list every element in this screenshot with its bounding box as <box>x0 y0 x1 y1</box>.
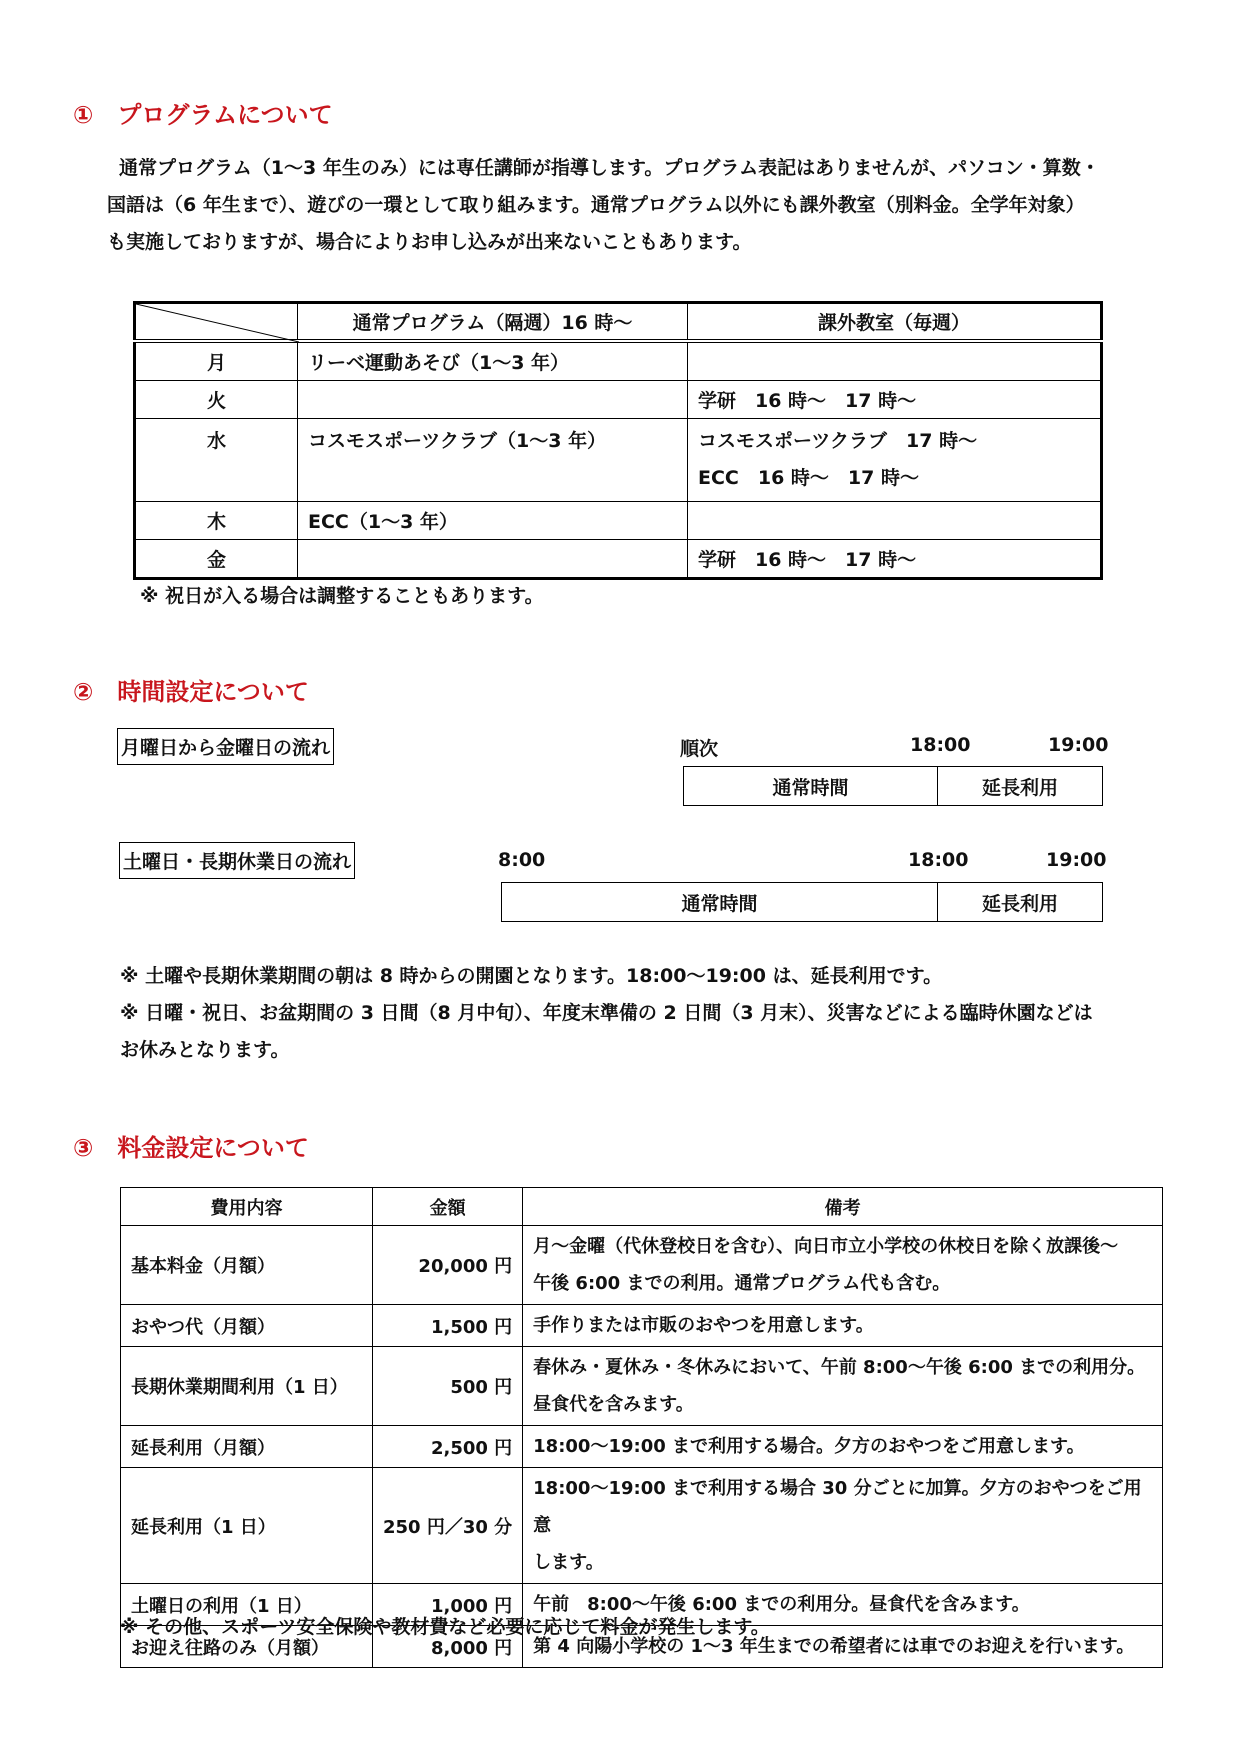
extra-cell: 学研 16 時～ 17 時～ <box>688 540 1102 579</box>
program-cell: コスモスポーツクラブ（1～3 年） <box>298 419 688 502</box>
section2-heading: ② 時間設定について <box>73 678 309 706</box>
remark-line: 春休み・夏休み・冬休みにおいて、午前 8:00～午後 6:00 までの利用分。 <box>533 1357 1146 1378</box>
table-row <box>135 540 1102 579</box>
section1-paragraph <box>107 150 1187 261</box>
table-row <box>135 502 1102 540</box>
diagonal-line <box>136 304 299 342</box>
note-line: ※ 土曜や長期休業期間の朝は 8 時からの開園となります。18:00～19:00 は、延長利用です。 <box>120 965 943 987</box>
extra-cell <box>688 419 1102 502</box>
header-item: 費用内容 <box>121 1188 373 1226</box>
table-row <box>121 1226 1163 1305</box>
fee-remark <box>523 1305 1163 1347</box>
remark-line: 月～金曜（代休登校日を含む）、向日市立小学校の休校日を除く放課後～ <box>533 1236 1119 1257</box>
weekday-flow-label: 月曜日から金曜日の流れ <box>117 728 334 765</box>
fee-amount: 20,000 円 <box>373 1226 523 1305</box>
saturday-timeline-bar <box>501 882 1103 922</box>
table-row <box>121 1426 1163 1468</box>
fee-note: ※ その他、スポーツ安全保険や教材費など必要に応じて料金が発生します。 <box>120 1616 770 1638</box>
section2-notes <box>120 958 1200 1069</box>
program-cell: ECC（1～3 年） <box>298 502 688 540</box>
saturday-time-1800: 18:00 <box>908 849 969 871</box>
program-table <box>133 301 1103 580</box>
fee-item: 土曜日の利用（1 日） <box>121 1584 373 1626</box>
fee-amount: 250 円／30 分 <box>373 1468 523 1584</box>
remark-line: します。 <box>533 1552 604 1573</box>
table-row <box>135 341 1102 381</box>
fee-amount: 8,000 円 <box>373 1626 523 1668</box>
remark-line: 18:00～19:00 まで利用する場合。夕方のおやつをご用意します。 <box>533 1436 1085 1457</box>
weekday-normal-time: 通常時間 <box>684 767 938 805</box>
weekday-time-1800: 18:00 <box>910 734 971 756</box>
table-row <box>135 381 1102 419</box>
table-row <box>135 419 1102 502</box>
table-row <box>121 1347 1163 1426</box>
fee-amount: 1,500 円 <box>373 1305 523 1347</box>
weekday-start-label: 順次 <box>680 738 719 760</box>
table-row <box>121 1468 1163 1584</box>
remark-line: 手作りまたは市販のおやつを用意します。 <box>533 1315 874 1336</box>
extra-line: コスモスポーツクラブ 17 時～ <box>698 430 978 452</box>
fee-remark <box>523 1468 1163 1584</box>
fee-item: 長期休業期間利用（1 日） <box>121 1347 373 1426</box>
section3-heading: ③ 料金設定について <box>73 1134 309 1162</box>
program-cell <box>298 540 688 579</box>
saturday-time-1900: 19:00 <box>1046 849 1107 871</box>
day-cell: 木 <box>135 502 298 540</box>
day-cell: 金 <box>135 540 298 579</box>
remark-line: 第 4 向陽小学校の 1～3 年生までの希望者には車でのお迎えを行います。 <box>533 1636 1135 1657</box>
fee-amount: 1,000 円 <box>373 1584 523 1626</box>
section1-heading: ① プログラムについて <box>73 101 333 129</box>
weekday-extended-use: 延長利用 <box>981 776 1058 799</box>
table-row <box>121 1305 1163 1347</box>
fee-remark <box>523 1426 1163 1468</box>
header-remark: 備考 <box>523 1188 1163 1226</box>
fee-table <box>120 1187 1163 1668</box>
saturday-start-time: 8:00 <box>498 849 546 871</box>
fee-item: 基本料金（月額） <box>121 1226 373 1305</box>
fee-amount: 500 円 <box>373 1347 523 1426</box>
fee-item: 延長利用（月額） <box>121 1426 373 1468</box>
program-table-header <box>135 303 1102 342</box>
header-extra: 課外教室（毎週） <box>688 303 1102 342</box>
paragraph-line: も実施しておりますが、場合によりお申し込みが出来ないこともあります。 <box>107 231 752 253</box>
program-cell: リーベ運動あそび（1～3 年） <box>298 341 688 381</box>
paragraph-line: 国語は（6 年生まで）、遊びの一環として取り組みます。通常プログラム以外にも課外教室（別料金。全学年対象） <box>107 194 1085 216</box>
fee-remark <box>523 1347 1163 1426</box>
saturday-flow-label: 土曜日・長期休業日の流れ <box>119 842 355 879</box>
saturday-extended-use: 延長利用 <box>981 892 1058 915</box>
fee-amount: 2,500 円 <box>373 1426 523 1468</box>
extra-line: ECC 16 時～ 17 時～ <box>698 467 919 489</box>
remark-line: 午前 8:00～午後 6:00 までの利用分。昼食代を含みます。 <box>533 1594 1030 1615</box>
fee-item: お迎え往路のみ（月額） <box>121 1626 373 1668</box>
program-cell <box>298 381 688 419</box>
remark-line: 昼食代を含みます。 <box>533 1394 694 1415</box>
fee-item: 延長利用（1 日） <box>121 1468 373 1584</box>
remark-line: 18:00～19:00 まで利用する場合 30 分ごとに加算。夕方のおやつをご用意 <box>533 1478 1142 1536</box>
fee-table-header <box>121 1188 1163 1226</box>
holiday-note: ※ 祝日が入る場合は調整することもあります。 <box>140 585 544 607</box>
note-line: お休みとなります。 <box>120 1039 290 1061</box>
fee-remark <box>523 1226 1163 1305</box>
note-line: ※ 日曜・祝日、お盆期間の 3 日間（8 月中旬）、年度末準備の 2 日間（3 月末）、災害などによる臨時休園などは <box>120 1002 1093 1024</box>
saturday-normal-time: 通常時間 <box>502 883 938 921</box>
extra-cell <box>688 341 1102 381</box>
header-amount: 金額 <box>373 1188 523 1226</box>
diagonal-header-cell <box>135 303 298 342</box>
day-cell: 火 <box>135 381 298 419</box>
paragraph-line: 通常プログラム（1～3 年生のみ）には専任講師が指導します。プログラム表記はありませんが、パソコン・算数・ <box>119 157 1100 179</box>
fee-item: おやつ代（月額） <box>121 1305 373 1347</box>
extra-cell: 学研 16 時～ 17 時～ <box>688 381 1102 419</box>
weekday-time-1900: 19:00 <box>1048 734 1109 756</box>
day-cell: 月 <box>135 341 298 381</box>
weekday-timeline-bar <box>683 766 1103 806</box>
day-cell: 水 <box>135 419 298 502</box>
remark-line: 午後 6:00 までの利用。通常プログラム代も含む。 <box>533 1273 951 1294</box>
extra-cell <box>688 502 1102 540</box>
header-program: 通常プログラム（隔週）16 時～ <box>298 303 688 342</box>
